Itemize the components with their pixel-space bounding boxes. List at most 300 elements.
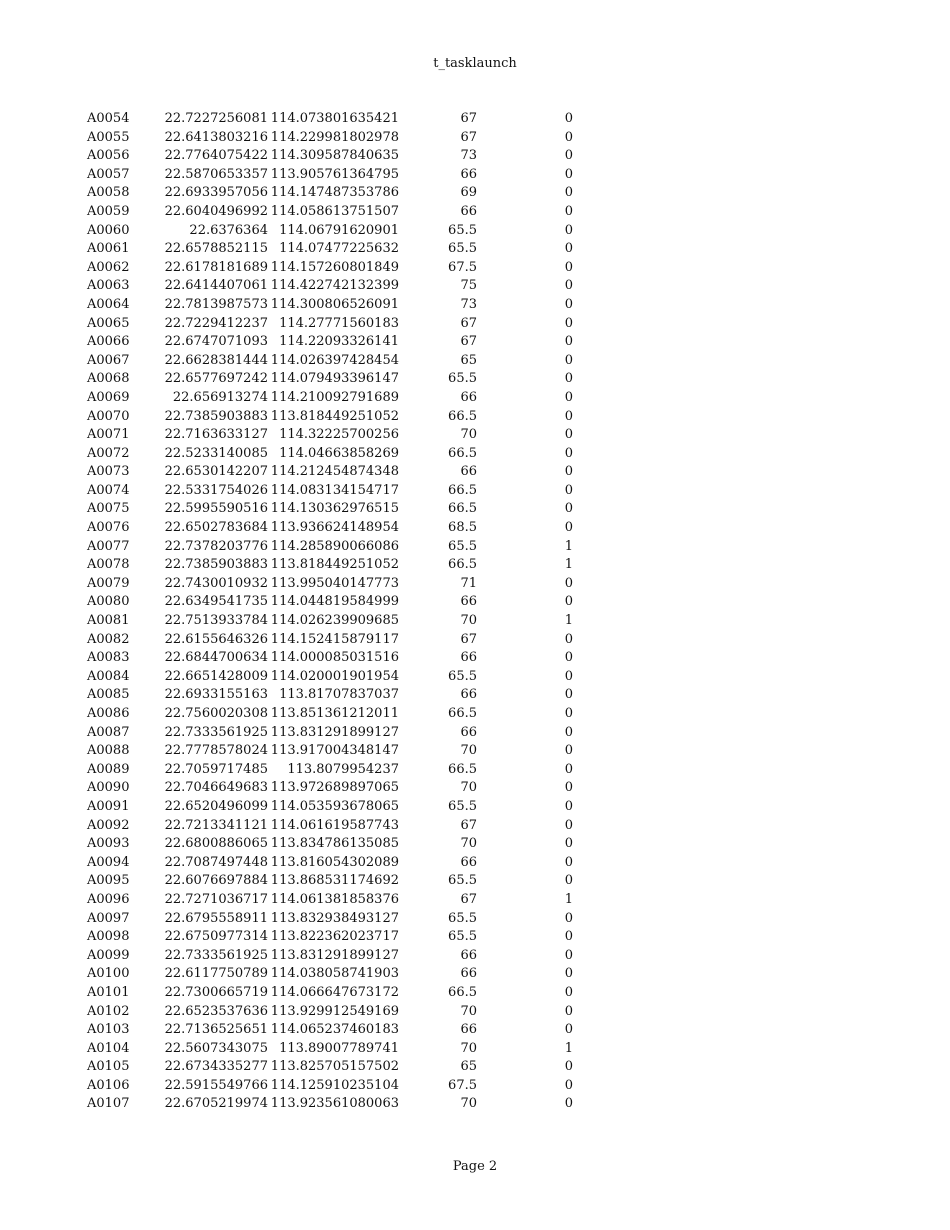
record-id-cell: A0099 bbox=[87, 947, 130, 963]
table-row bbox=[87, 649, 573, 668]
record-id-cell: A0058 bbox=[87, 185, 130, 201]
latitude-cell: 22.6734335277 bbox=[164, 1059, 268, 1075]
value-cell: 67 bbox=[460, 315, 477, 331]
value-cell: 67 bbox=[460, 631, 477, 647]
latitude-cell: 22.7385903883 bbox=[164, 408, 268, 424]
record-id-cell: A0090 bbox=[87, 780, 130, 796]
longitude-cell: 113.972689897065 bbox=[270, 780, 399, 796]
record-id-cell: A0101 bbox=[87, 984, 130, 1000]
value-cell: 73 bbox=[460, 148, 477, 164]
longitude-cell: 113.923561080063 bbox=[270, 1096, 399, 1112]
longitude-cell: 113.8079954237 bbox=[287, 761, 399, 777]
longitude-cell: 114.27771560183 bbox=[279, 315, 399, 331]
latitude-cell: 22.5607343075 bbox=[164, 1040, 268, 1056]
value-cell: 67.5 bbox=[448, 1077, 477, 1093]
flag-cell: 0 bbox=[564, 854, 573, 870]
longitude-cell: 114.422742132399 bbox=[270, 278, 399, 294]
flag-cell: 0 bbox=[564, 761, 573, 777]
table-row bbox=[87, 705, 573, 724]
longitude-cell: 114.130362976515 bbox=[270, 501, 399, 517]
record-id-cell: A0072 bbox=[87, 445, 130, 461]
longitude-cell: 113.89007789741 bbox=[279, 1040, 399, 1056]
value-cell: 66.5 bbox=[448, 761, 477, 777]
longitude-cell: 113.936624148954 bbox=[270, 520, 399, 536]
longitude-cell: 113.995040147773 bbox=[270, 575, 399, 591]
value-cell: 66.5 bbox=[448, 482, 477, 498]
longitude-cell: 113.851361212011 bbox=[270, 706, 399, 721]
latitude-cell: 22.5915549766 bbox=[164, 1077, 268, 1093]
record-id-cell: A0057 bbox=[87, 166, 130, 182]
record-id-cell: A0080 bbox=[87, 594, 130, 610]
table-row bbox=[87, 296, 573, 315]
latitude-cell: 22.6076697884 bbox=[164, 873, 268, 889]
table-row bbox=[87, 817, 573, 836]
flag-cell: 0 bbox=[564, 111, 573, 126]
latitude-cell: 22.6578852115 bbox=[164, 241, 268, 257]
value-cell: 70 bbox=[460, 1096, 477, 1112]
table-row bbox=[87, 779, 573, 798]
longitude-cell: 113.81707837037 bbox=[279, 687, 399, 703]
longitude-cell: 114.061619587743 bbox=[270, 817, 399, 833]
flag-cell: 0 bbox=[564, 278, 573, 294]
value-cell: 66 bbox=[460, 687, 477, 703]
flag-cell: 0 bbox=[564, 817, 573, 833]
flag-cell: 1 bbox=[564, 1040, 573, 1056]
flag-cell: 0 bbox=[564, 594, 573, 610]
value-cell: 70 bbox=[460, 836, 477, 852]
table-row bbox=[87, 500, 573, 519]
latitude-cell: 22.6628381444 bbox=[164, 352, 268, 368]
flag-cell: 0 bbox=[564, 780, 573, 796]
table-row bbox=[87, 389, 573, 408]
flag-cell: 0 bbox=[564, 687, 573, 703]
table-row bbox=[87, 891, 573, 910]
latitude-cell: 22.7778578024 bbox=[164, 743, 268, 759]
record-id-cell: A0060 bbox=[87, 222, 130, 238]
table-row bbox=[87, 333, 573, 352]
flag-cell: 0 bbox=[564, 575, 573, 591]
value-cell: 70 bbox=[460, 1003, 477, 1019]
value-cell: 65.5 bbox=[448, 873, 477, 889]
table-row bbox=[87, 482, 573, 501]
record-id-cell: A0063 bbox=[87, 278, 130, 294]
flag-cell: 0 bbox=[564, 798, 573, 814]
flag-cell: 0 bbox=[564, 129, 573, 145]
longitude-cell: 114.210092791689 bbox=[270, 389, 399, 405]
latitude-cell: 22.6414407061 bbox=[164, 278, 268, 294]
value-cell: 65 bbox=[460, 1059, 477, 1075]
value-cell: 75 bbox=[460, 278, 477, 294]
record-id-cell: A0074 bbox=[87, 482, 130, 498]
record-id-cell: A0066 bbox=[87, 334, 130, 350]
value-cell: 66.5 bbox=[448, 706, 477, 721]
table-row bbox=[87, 110, 573, 129]
flag-cell: 0 bbox=[564, 315, 573, 331]
value-cell: 67 bbox=[460, 817, 477, 833]
record-id-cell: A0087 bbox=[87, 724, 130, 740]
value-cell: 66 bbox=[460, 166, 477, 182]
longitude-cell: 114.152415879117 bbox=[270, 631, 399, 647]
record-id-cell: A0062 bbox=[87, 259, 130, 275]
value-cell: 67 bbox=[460, 129, 477, 145]
longitude-cell: 114.147487353786 bbox=[270, 185, 399, 201]
table-row bbox=[87, 928, 573, 947]
longitude-cell: 114.058613751507 bbox=[270, 203, 399, 219]
latitude-cell: 22.7813987573 bbox=[164, 296, 268, 312]
table-row bbox=[87, 408, 573, 427]
table-body bbox=[87, 110, 573, 1114]
flag-cell: 1 bbox=[564, 557, 573, 573]
value-cell: 67 bbox=[460, 334, 477, 350]
longitude-cell: 113.905761364795 bbox=[270, 166, 399, 182]
record-id-cell: A0064 bbox=[87, 296, 130, 312]
latitude-cell: 22.7430010932 bbox=[164, 575, 268, 591]
latitude-cell: 22.7560020308 bbox=[164, 706, 268, 721]
value-cell: 73 bbox=[460, 296, 477, 312]
latitude-cell: 22.7046649683 bbox=[164, 780, 268, 796]
value-cell: 70 bbox=[460, 613, 477, 629]
value-cell: 66 bbox=[460, 389, 477, 405]
latitude-cell: 22.7333561925 bbox=[164, 947, 268, 963]
value-cell: 66 bbox=[460, 594, 477, 610]
table-row bbox=[87, 965, 573, 984]
latitude-cell: 22.6795558911 bbox=[164, 910, 268, 926]
flag-cell: 0 bbox=[564, 836, 573, 852]
flag-cell: 0 bbox=[564, 222, 573, 238]
flag-cell: 0 bbox=[564, 166, 573, 182]
value-cell: 68.5 bbox=[448, 520, 477, 536]
value-cell: 70 bbox=[460, 780, 477, 796]
table-row bbox=[87, 1021, 573, 1040]
table-row bbox=[87, 222, 573, 241]
longitude-cell: 113.832938493127 bbox=[270, 910, 399, 926]
table-row bbox=[87, 519, 573, 538]
table-row bbox=[87, 203, 573, 222]
table-row bbox=[87, 724, 573, 743]
longitude-cell: 114.044819584999 bbox=[270, 594, 399, 610]
value-cell: 65.5 bbox=[448, 538, 477, 554]
flag-cell: 0 bbox=[564, 668, 573, 684]
longitude-cell: 113.818449251052 bbox=[270, 408, 399, 424]
record-id-cell: A0065 bbox=[87, 315, 130, 331]
latitude-cell: 22.6520496099 bbox=[164, 798, 268, 814]
latitude-cell: 22.7378203776 bbox=[164, 538, 268, 554]
table-row bbox=[87, 463, 573, 482]
latitude-cell: 22.5995590516 bbox=[164, 501, 268, 517]
longitude-cell: 113.868531174692 bbox=[270, 873, 399, 889]
value-cell: 66 bbox=[460, 947, 477, 963]
record-id-cell: A0069 bbox=[87, 389, 130, 405]
longitude-cell: 114.053593678065 bbox=[270, 798, 399, 814]
table-row bbox=[87, 1040, 573, 1059]
table-row bbox=[87, 315, 573, 334]
flag-cell: 0 bbox=[564, 371, 573, 387]
longitude-cell: 113.929912549169 bbox=[270, 1003, 399, 1019]
record-id-cell: A0081 bbox=[87, 613, 130, 629]
table-row bbox=[87, 575, 573, 594]
value-cell: 66 bbox=[460, 464, 477, 480]
flag-cell: 0 bbox=[564, 1096, 573, 1112]
longitude-cell: 114.22093326141 bbox=[279, 334, 399, 350]
value-cell: 65.5 bbox=[448, 371, 477, 387]
record-id-cell: A0095 bbox=[87, 873, 130, 889]
flag-cell: 0 bbox=[564, 389, 573, 405]
latitude-cell: 22.6523537636 bbox=[164, 1003, 268, 1019]
table-row bbox=[87, 1058, 573, 1077]
flag-cell: 0 bbox=[564, 185, 573, 201]
longitude-cell: 114.000085031516 bbox=[270, 650, 399, 666]
flag-cell: 0 bbox=[564, 1022, 573, 1038]
longitude-cell: 113.825705157502 bbox=[270, 1059, 399, 1075]
record-id-cell: A0100 bbox=[87, 966, 130, 982]
table-row bbox=[87, 668, 573, 687]
longitude-cell: 113.834786135085 bbox=[270, 836, 399, 852]
longitude-cell: 114.065237460183 bbox=[270, 1022, 399, 1038]
table-row bbox=[87, 184, 573, 203]
value-cell: 69 bbox=[460, 185, 477, 201]
data-table bbox=[87, 110, 573, 1114]
table-row bbox=[87, 761, 573, 780]
latitude-cell: 22.6651428009 bbox=[164, 668, 268, 684]
flag-cell: 0 bbox=[564, 724, 573, 740]
latitude-cell: 22.7229412237 bbox=[164, 315, 268, 331]
longitude-cell: 114.125910235104 bbox=[270, 1077, 399, 1093]
latitude-cell: 22.6705219974 bbox=[164, 1096, 268, 1112]
value-cell: 70 bbox=[460, 427, 477, 443]
table-row bbox=[87, 947, 573, 966]
longitude-cell: 114.061381858376 bbox=[270, 891, 399, 907]
latitude-cell: 22.6577697242 bbox=[164, 371, 268, 387]
value-cell: 70 bbox=[460, 743, 477, 759]
record-id-cell: A0091 bbox=[87, 798, 130, 814]
latitude-cell: 22.6750977314 bbox=[164, 929, 268, 945]
table-row bbox=[87, 370, 573, 389]
table-row bbox=[87, 445, 573, 464]
record-id-cell: A0092 bbox=[87, 817, 130, 833]
longitude-cell: 114.026397428454 bbox=[270, 352, 399, 368]
latitude-cell: 22.7163633127 bbox=[164, 427, 268, 443]
record-id-cell: A0073 bbox=[87, 464, 130, 480]
table-row bbox=[87, 631, 573, 650]
table-row bbox=[87, 538, 573, 557]
latitude-cell: 22.6933155163 bbox=[164, 687, 268, 703]
longitude-cell: 113.831291899127 bbox=[270, 724, 399, 740]
longitude-cell: 114.04663858269 bbox=[279, 445, 399, 461]
record-id-cell: A0061 bbox=[87, 241, 130, 257]
longitude-cell: 114.309587840635 bbox=[270, 148, 399, 164]
flag-cell: 1 bbox=[564, 613, 573, 629]
value-cell: 67 bbox=[460, 111, 477, 126]
value-cell: 65.5 bbox=[448, 222, 477, 238]
latitude-cell: 22.6155646326 bbox=[164, 631, 268, 647]
record-id-cell: A0068 bbox=[87, 371, 130, 387]
longitude-cell: 114.066647673172 bbox=[270, 984, 399, 1000]
record-id-cell: A0078 bbox=[87, 557, 130, 573]
longitude-cell: 114.06791620901 bbox=[279, 222, 399, 238]
table-row bbox=[87, 240, 573, 259]
value-cell: 65.5 bbox=[448, 798, 477, 814]
record-id-cell: A0083 bbox=[87, 650, 130, 666]
flag-cell: 0 bbox=[564, 259, 573, 275]
record-id-cell: A0089 bbox=[87, 761, 130, 777]
longitude-cell: 113.831291899127 bbox=[270, 947, 399, 963]
record-id-cell: A0088 bbox=[87, 743, 130, 759]
longitude-cell: 114.073801635421 bbox=[270, 111, 399, 126]
record-id-cell: A0079 bbox=[87, 575, 130, 591]
latitude-cell: 22.7300665719 bbox=[164, 984, 268, 1000]
table-row bbox=[87, 1003, 573, 1022]
record-id-cell: A0070 bbox=[87, 408, 130, 424]
table-row bbox=[87, 129, 573, 148]
value-cell: 66.5 bbox=[448, 408, 477, 424]
longitude-cell: 114.157260801849 bbox=[270, 259, 399, 275]
flag-cell: 0 bbox=[564, 241, 573, 257]
record-id-cell: A0086 bbox=[87, 706, 130, 721]
flag-cell: 0 bbox=[564, 334, 573, 350]
page-number: Page 2 bbox=[452, 1159, 498, 1174]
latitude-cell: 22.5870653357 bbox=[164, 166, 268, 182]
record-id-cell: A0106 bbox=[87, 1077, 130, 1093]
record-id-cell: A0104 bbox=[87, 1040, 130, 1056]
latitude-cell: 22.7271036717 bbox=[164, 891, 268, 907]
value-cell: 67 bbox=[460, 891, 477, 907]
latitude-cell: 22.7087497448 bbox=[164, 854, 268, 870]
record-id-cell: A0097 bbox=[87, 910, 130, 926]
latitude-cell: 22.7513933784 bbox=[164, 613, 268, 629]
longitude-cell: 114.07477225632 bbox=[279, 241, 399, 257]
record-id-cell: A0085 bbox=[87, 687, 130, 703]
record-id-cell: A0077 bbox=[87, 538, 130, 554]
latitude-cell: 22.7059717485 bbox=[164, 761, 268, 777]
value-cell: 65.5 bbox=[448, 241, 477, 257]
table-row bbox=[87, 259, 573, 278]
latitude-cell: 22.6117750789 bbox=[164, 966, 268, 982]
value-cell: 66.5 bbox=[448, 984, 477, 1000]
flag-cell: 0 bbox=[564, 706, 573, 721]
latitude-cell: 22.656913274 bbox=[172, 389, 268, 405]
record-id-cell: A0096 bbox=[87, 891, 130, 907]
flag-cell: 0 bbox=[564, 464, 573, 480]
latitude-cell: 22.7227256081 bbox=[164, 111, 268, 126]
longitude-cell: 114.026239909685 bbox=[270, 613, 399, 629]
table-row bbox=[87, 426, 573, 445]
flag-cell: 0 bbox=[564, 743, 573, 759]
value-cell: 66 bbox=[460, 1022, 477, 1038]
flag-cell: 0 bbox=[564, 873, 573, 889]
table-row bbox=[87, 910, 573, 929]
table-row bbox=[87, 556, 573, 575]
flag-cell: 1 bbox=[564, 538, 573, 554]
latitude-cell: 22.6502783684 bbox=[164, 520, 268, 536]
value-cell: 65.5 bbox=[448, 929, 477, 945]
flag-cell: 0 bbox=[564, 910, 573, 926]
latitude-cell: 22.5331754026 bbox=[164, 482, 268, 498]
table-row bbox=[87, 1077, 573, 1096]
record-id-cell: A0067 bbox=[87, 352, 130, 368]
flag-cell: 0 bbox=[564, 631, 573, 647]
value-cell: 65.5 bbox=[448, 668, 477, 684]
record-id-cell: A0105 bbox=[87, 1059, 130, 1075]
value-cell: 65 bbox=[460, 352, 477, 368]
flag-cell: 0 bbox=[564, 482, 573, 498]
flag-cell: 0 bbox=[564, 984, 573, 1000]
value-cell: 66 bbox=[460, 203, 477, 219]
table-row bbox=[87, 872, 573, 891]
value-cell: 66.5 bbox=[448, 501, 477, 517]
value-cell: 66 bbox=[460, 854, 477, 870]
flag-cell: 0 bbox=[564, 203, 573, 219]
record-id-cell: A0055 bbox=[87, 129, 130, 145]
record-id-cell: A0071 bbox=[87, 427, 130, 443]
page-title: t_tasklaunch bbox=[433, 56, 517, 71]
value-cell: 66 bbox=[460, 724, 477, 740]
longitude-cell: 113.917004348147 bbox=[270, 743, 399, 759]
flag-cell: 0 bbox=[564, 427, 573, 443]
value-cell: 66 bbox=[460, 650, 477, 666]
table-row bbox=[87, 166, 573, 185]
record-id-cell: A0076 bbox=[87, 520, 130, 536]
value-cell: 66.5 bbox=[448, 445, 477, 461]
flag-cell: 1 bbox=[564, 891, 573, 907]
latitude-cell: 22.6933957056 bbox=[164, 185, 268, 201]
table-row bbox=[87, 835, 573, 854]
record-id-cell: A0103 bbox=[87, 1022, 130, 1038]
longitude-cell: 114.300806526091 bbox=[270, 296, 399, 312]
longitude-cell: 114.229981802978 bbox=[270, 129, 399, 145]
latitude-cell: 22.6747071093 bbox=[164, 334, 268, 350]
record-id-cell: A0094 bbox=[87, 854, 130, 870]
table-row bbox=[87, 854, 573, 873]
table-row bbox=[87, 352, 573, 371]
longitude-cell: 114.083134154717 bbox=[270, 482, 399, 498]
flag-cell: 0 bbox=[564, 408, 573, 424]
flag-cell: 0 bbox=[564, 966, 573, 982]
value-cell: 71 bbox=[460, 575, 477, 591]
flag-cell: 0 bbox=[564, 1003, 573, 1019]
record-id-cell: A0084 bbox=[87, 668, 130, 684]
longitude-cell: 114.079493396147 bbox=[270, 371, 399, 387]
longitude-cell: 114.038058741903 bbox=[270, 966, 399, 982]
record-id-cell: A0054 bbox=[87, 111, 130, 126]
table-row bbox=[87, 742, 573, 761]
latitude-cell: 22.7333561925 bbox=[164, 724, 268, 740]
latitude-cell: 22.6530142207 bbox=[164, 464, 268, 480]
flag-cell: 0 bbox=[564, 501, 573, 517]
latitude-cell: 22.7213341121 bbox=[164, 817, 268, 833]
flag-cell: 0 bbox=[564, 148, 573, 164]
value-cell: 66 bbox=[460, 966, 477, 982]
table-row bbox=[87, 686, 573, 705]
longitude-cell: 113.818449251052 bbox=[270, 557, 399, 573]
table-row bbox=[87, 984, 573, 1003]
longitude-cell: 114.32225700256 bbox=[279, 427, 399, 443]
table-row bbox=[87, 798, 573, 817]
latitude-cell: 22.6349541735 bbox=[164, 594, 268, 610]
table-row bbox=[87, 612, 573, 631]
record-id-cell: A0075 bbox=[87, 501, 130, 517]
flag-cell: 0 bbox=[564, 352, 573, 368]
latitude-cell: 22.6178181689 bbox=[164, 259, 268, 275]
table-row bbox=[87, 147, 573, 166]
record-id-cell: A0093 bbox=[87, 836, 130, 852]
record-id-cell: A0056 bbox=[87, 148, 130, 164]
longitude-cell: 113.822362023717 bbox=[270, 929, 399, 945]
flag-cell: 0 bbox=[564, 1059, 573, 1075]
value-cell: 66.5 bbox=[448, 557, 477, 573]
longitude-cell: 114.285890066086 bbox=[270, 538, 399, 554]
flag-cell: 0 bbox=[564, 947, 573, 963]
longitude-cell: 113.816054302089 bbox=[270, 854, 399, 870]
